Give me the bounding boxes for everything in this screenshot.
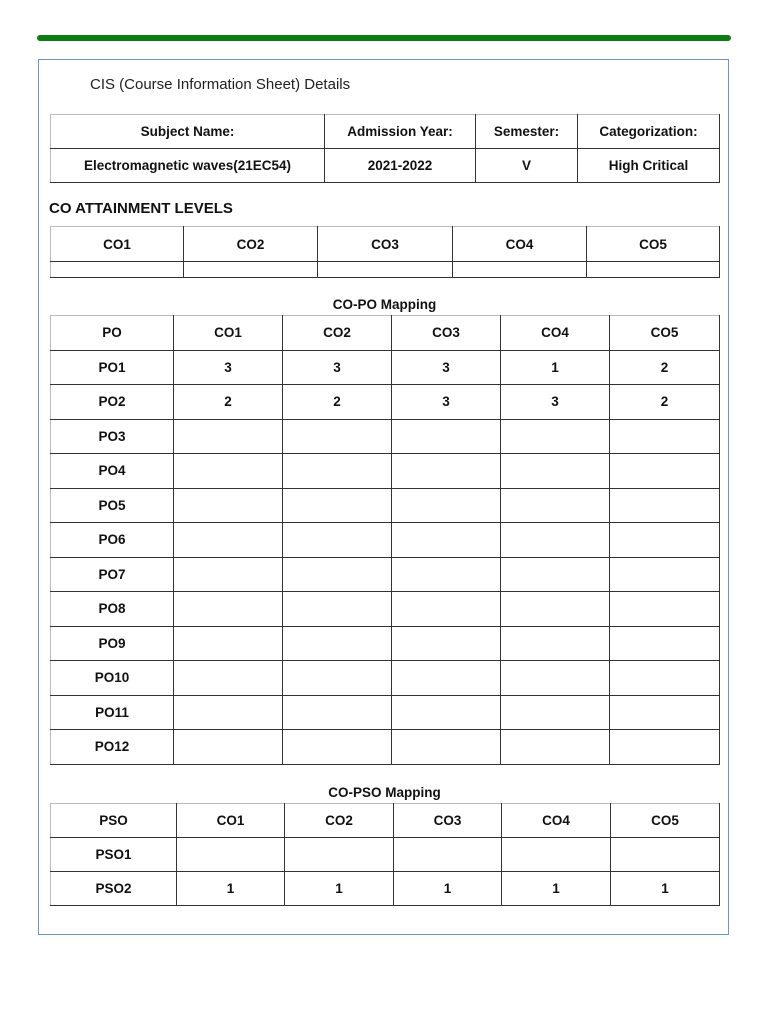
co-po-value-cell — [392, 523, 501, 558]
co-po-row-label: PO2 — [51, 385, 174, 420]
co-pso-value-cell: 1 — [394, 872, 502, 906]
table-row — [51, 557, 720, 592]
co-po-mapping-table — [50, 315, 720, 765]
co-po-value-cell — [501, 661, 610, 696]
co-po-value-cell — [610, 592, 720, 627]
co-attainment-value-cell — [587, 262, 720, 278]
co-po-value-cell — [610, 661, 720, 696]
table-row — [51, 454, 720, 489]
co-po-value-cell: 3 — [283, 350, 392, 385]
co-po-value-cell — [392, 557, 501, 592]
semester-value: V — [476, 149, 578, 183]
co-po-value-cell — [610, 695, 720, 730]
co-pso-value-cell: 1 — [611, 872, 720, 906]
co-po-value-cell — [392, 454, 501, 489]
table-row — [51, 695, 720, 730]
co-po-header-cell: CO4 — [501, 316, 610, 351]
co-attainment-header-cell: CO3 — [318, 227, 453, 262]
co-pso-caption: CO-PSO Mapping — [328, 785, 441, 800]
co-po-value-cell — [501, 454, 610, 489]
co-attainment-value-cell — [184, 262, 318, 278]
co-po-value-cell: 2 — [610, 385, 720, 420]
co-po-value-cell — [392, 661, 501, 696]
page-title: CIS (Course Information Sheet) Details — [90, 76, 351, 93]
table-row — [51, 730, 720, 765]
co-po-value-cell: 2 — [174, 385, 283, 420]
co-po-value-cell — [283, 557, 392, 592]
subject-name-header: Subject Name: — [51, 115, 325, 149]
co-attainment-value-cell — [318, 262, 453, 278]
co-po-row-label: PO1 — [51, 350, 174, 385]
co-pso-value-cell — [502, 838, 611, 872]
admission-year-value: 2021-2022 — [325, 149, 476, 183]
co-po-value-cell — [610, 523, 720, 558]
co-pso-value-cell — [285, 838, 394, 872]
co-pso-row-label: PSO2 — [51, 872, 177, 906]
co-po-value-cell — [174, 557, 283, 592]
co-po-value-cell: 3 — [392, 350, 501, 385]
co-po-value-cell — [610, 488, 720, 523]
co-attainment-header-cell: CO1 — [51, 227, 184, 262]
co-po-value-cell — [392, 695, 501, 730]
co-po-row-label: PO3 — [51, 419, 174, 454]
table-row — [51, 838, 720, 872]
co-po-value-cell — [174, 695, 283, 730]
co-po-value-cell — [283, 419, 392, 454]
co-po-value-cell — [174, 419, 283, 454]
co-pso-header-cell: PSO — [51, 804, 177, 838]
co-pso-value-cell — [611, 838, 720, 872]
co-pso-header-cell: CO3 — [394, 804, 502, 838]
co-po-value-cell — [174, 730, 283, 765]
co-po-row-label: PO5 — [51, 488, 174, 523]
co-po-header-cell: PO — [51, 316, 174, 351]
co-po-value-cell: 2 — [283, 385, 392, 420]
co-attainment-header-row — [51, 227, 720, 262]
co-attainment-value-cell — [453, 262, 587, 278]
co-po-value-cell — [174, 592, 283, 627]
co-po-value-cell — [283, 523, 392, 558]
co-po-value-cell — [501, 523, 610, 558]
co-po-value-cell — [501, 730, 610, 765]
co-po-value-cell — [501, 419, 610, 454]
co-pso-value-cell: 1 — [285, 872, 394, 906]
co-attainment-value-row — [51, 262, 720, 278]
co-po-value-cell: 3 — [501, 385, 610, 420]
co-po-value-cell — [174, 488, 283, 523]
co-pso-value-cell — [177, 838, 285, 872]
co-po-header-cell: CO2 — [283, 316, 392, 351]
co-po-row-label: PO6 — [51, 523, 174, 558]
table-row — [51, 350, 720, 385]
co-po-value-cell — [174, 626, 283, 661]
semester-header: Semester: — [476, 115, 578, 149]
subject-info-table — [50, 114, 720, 183]
co-po-row-label: PO9 — [51, 626, 174, 661]
co-po-caption: CO-PO Mapping — [332, 297, 437, 312]
co-po-value-cell — [283, 626, 392, 661]
co-po-value-cell — [174, 661, 283, 696]
co-po-value-cell — [501, 626, 610, 661]
subject-name-value: Electromagnetic waves(21EC54) — [51, 149, 325, 183]
co-po-value-cell — [392, 488, 501, 523]
table-row — [51, 661, 720, 696]
co-pso-row-label: PSO1 — [51, 838, 177, 872]
co-po-value-cell: 3 — [392, 385, 501, 420]
table-row — [51, 385, 720, 420]
co-po-value-cell — [283, 695, 392, 730]
co-pso-value-cell: 1 — [177, 872, 285, 906]
co-attainment-table — [50, 226, 720, 278]
subject-header-row — [51, 115, 720, 149]
co-pso-header-cell: CO2 — [285, 804, 394, 838]
table-row — [51, 592, 720, 627]
co-po-value-cell — [174, 454, 283, 489]
co-attainment-heading: CO ATTAINMENT LEVELS — [49, 200, 233, 217]
co-po-value-cell — [283, 730, 392, 765]
co-po-row-label: PO7 — [51, 557, 174, 592]
categorization-header: Categorization: — [578, 115, 720, 149]
co-attainment-header-cell: CO2 — [184, 227, 318, 262]
co-po-header-cell: CO3 — [392, 316, 501, 351]
co-po-value-cell — [501, 488, 610, 523]
co-po-row-label: PO11 — [51, 695, 174, 730]
co-po-value-cell — [501, 695, 610, 730]
co-po-value-cell — [610, 730, 720, 765]
co-po-value-cell — [392, 419, 501, 454]
co-po-row-label: PO10 — [51, 661, 174, 696]
co-po-value-cell — [392, 730, 501, 765]
co-pso-header-cell: CO4 — [502, 804, 611, 838]
co-po-row-label: PO12 — [51, 730, 174, 765]
co-pso-header-cell: CO1 — [177, 804, 285, 838]
co-pso-header-cell: CO5 — [611, 804, 720, 838]
co-po-value-cell — [501, 557, 610, 592]
co-po-header-cell: CO1 — [174, 316, 283, 351]
co-po-value-cell — [392, 626, 501, 661]
table-row — [51, 419, 720, 454]
co-pso-header-row — [51, 804, 720, 838]
co-po-value-cell — [283, 661, 392, 696]
subject-value-row — [51, 149, 720, 183]
co-po-value-cell: 3 — [174, 350, 283, 385]
co-po-value-cell: 2 — [610, 350, 720, 385]
co-attainment-value-cell — [51, 262, 184, 278]
co-pso-value-cell: 1 — [502, 872, 611, 906]
co-po-value-cell — [610, 626, 720, 661]
categorization-value: High Critical — [578, 149, 720, 183]
co-po-value-cell: 1 — [501, 350, 610, 385]
co-po-value-cell — [610, 454, 720, 489]
co-pso-value-cell — [394, 838, 502, 872]
table-row — [51, 626, 720, 661]
co-po-value-cell — [610, 419, 720, 454]
co-po-header-row — [51, 316, 720, 351]
co-attainment-header-cell: CO5 — [587, 227, 720, 262]
table-row — [51, 523, 720, 558]
co-po-value-cell — [283, 592, 392, 627]
co-po-header-cell: CO5 — [610, 316, 720, 351]
co-po-value-cell — [283, 454, 392, 489]
top-accent-bar — [37, 35, 731, 41]
co-attainment-header-cell: CO4 — [453, 227, 587, 262]
co-pso-mapping-table — [50, 803, 720, 906]
co-po-value-cell — [501, 592, 610, 627]
co-po-value-cell — [610, 557, 720, 592]
admission-year-header: Admission Year: — [325, 115, 476, 149]
table-row — [51, 488, 720, 523]
table-row — [51, 872, 720, 906]
co-po-value-cell — [283, 488, 392, 523]
co-po-row-label: PO8 — [51, 592, 174, 627]
co-po-value-cell — [392, 592, 501, 627]
co-po-value-cell — [174, 523, 283, 558]
co-po-row-label: PO4 — [51, 454, 174, 489]
